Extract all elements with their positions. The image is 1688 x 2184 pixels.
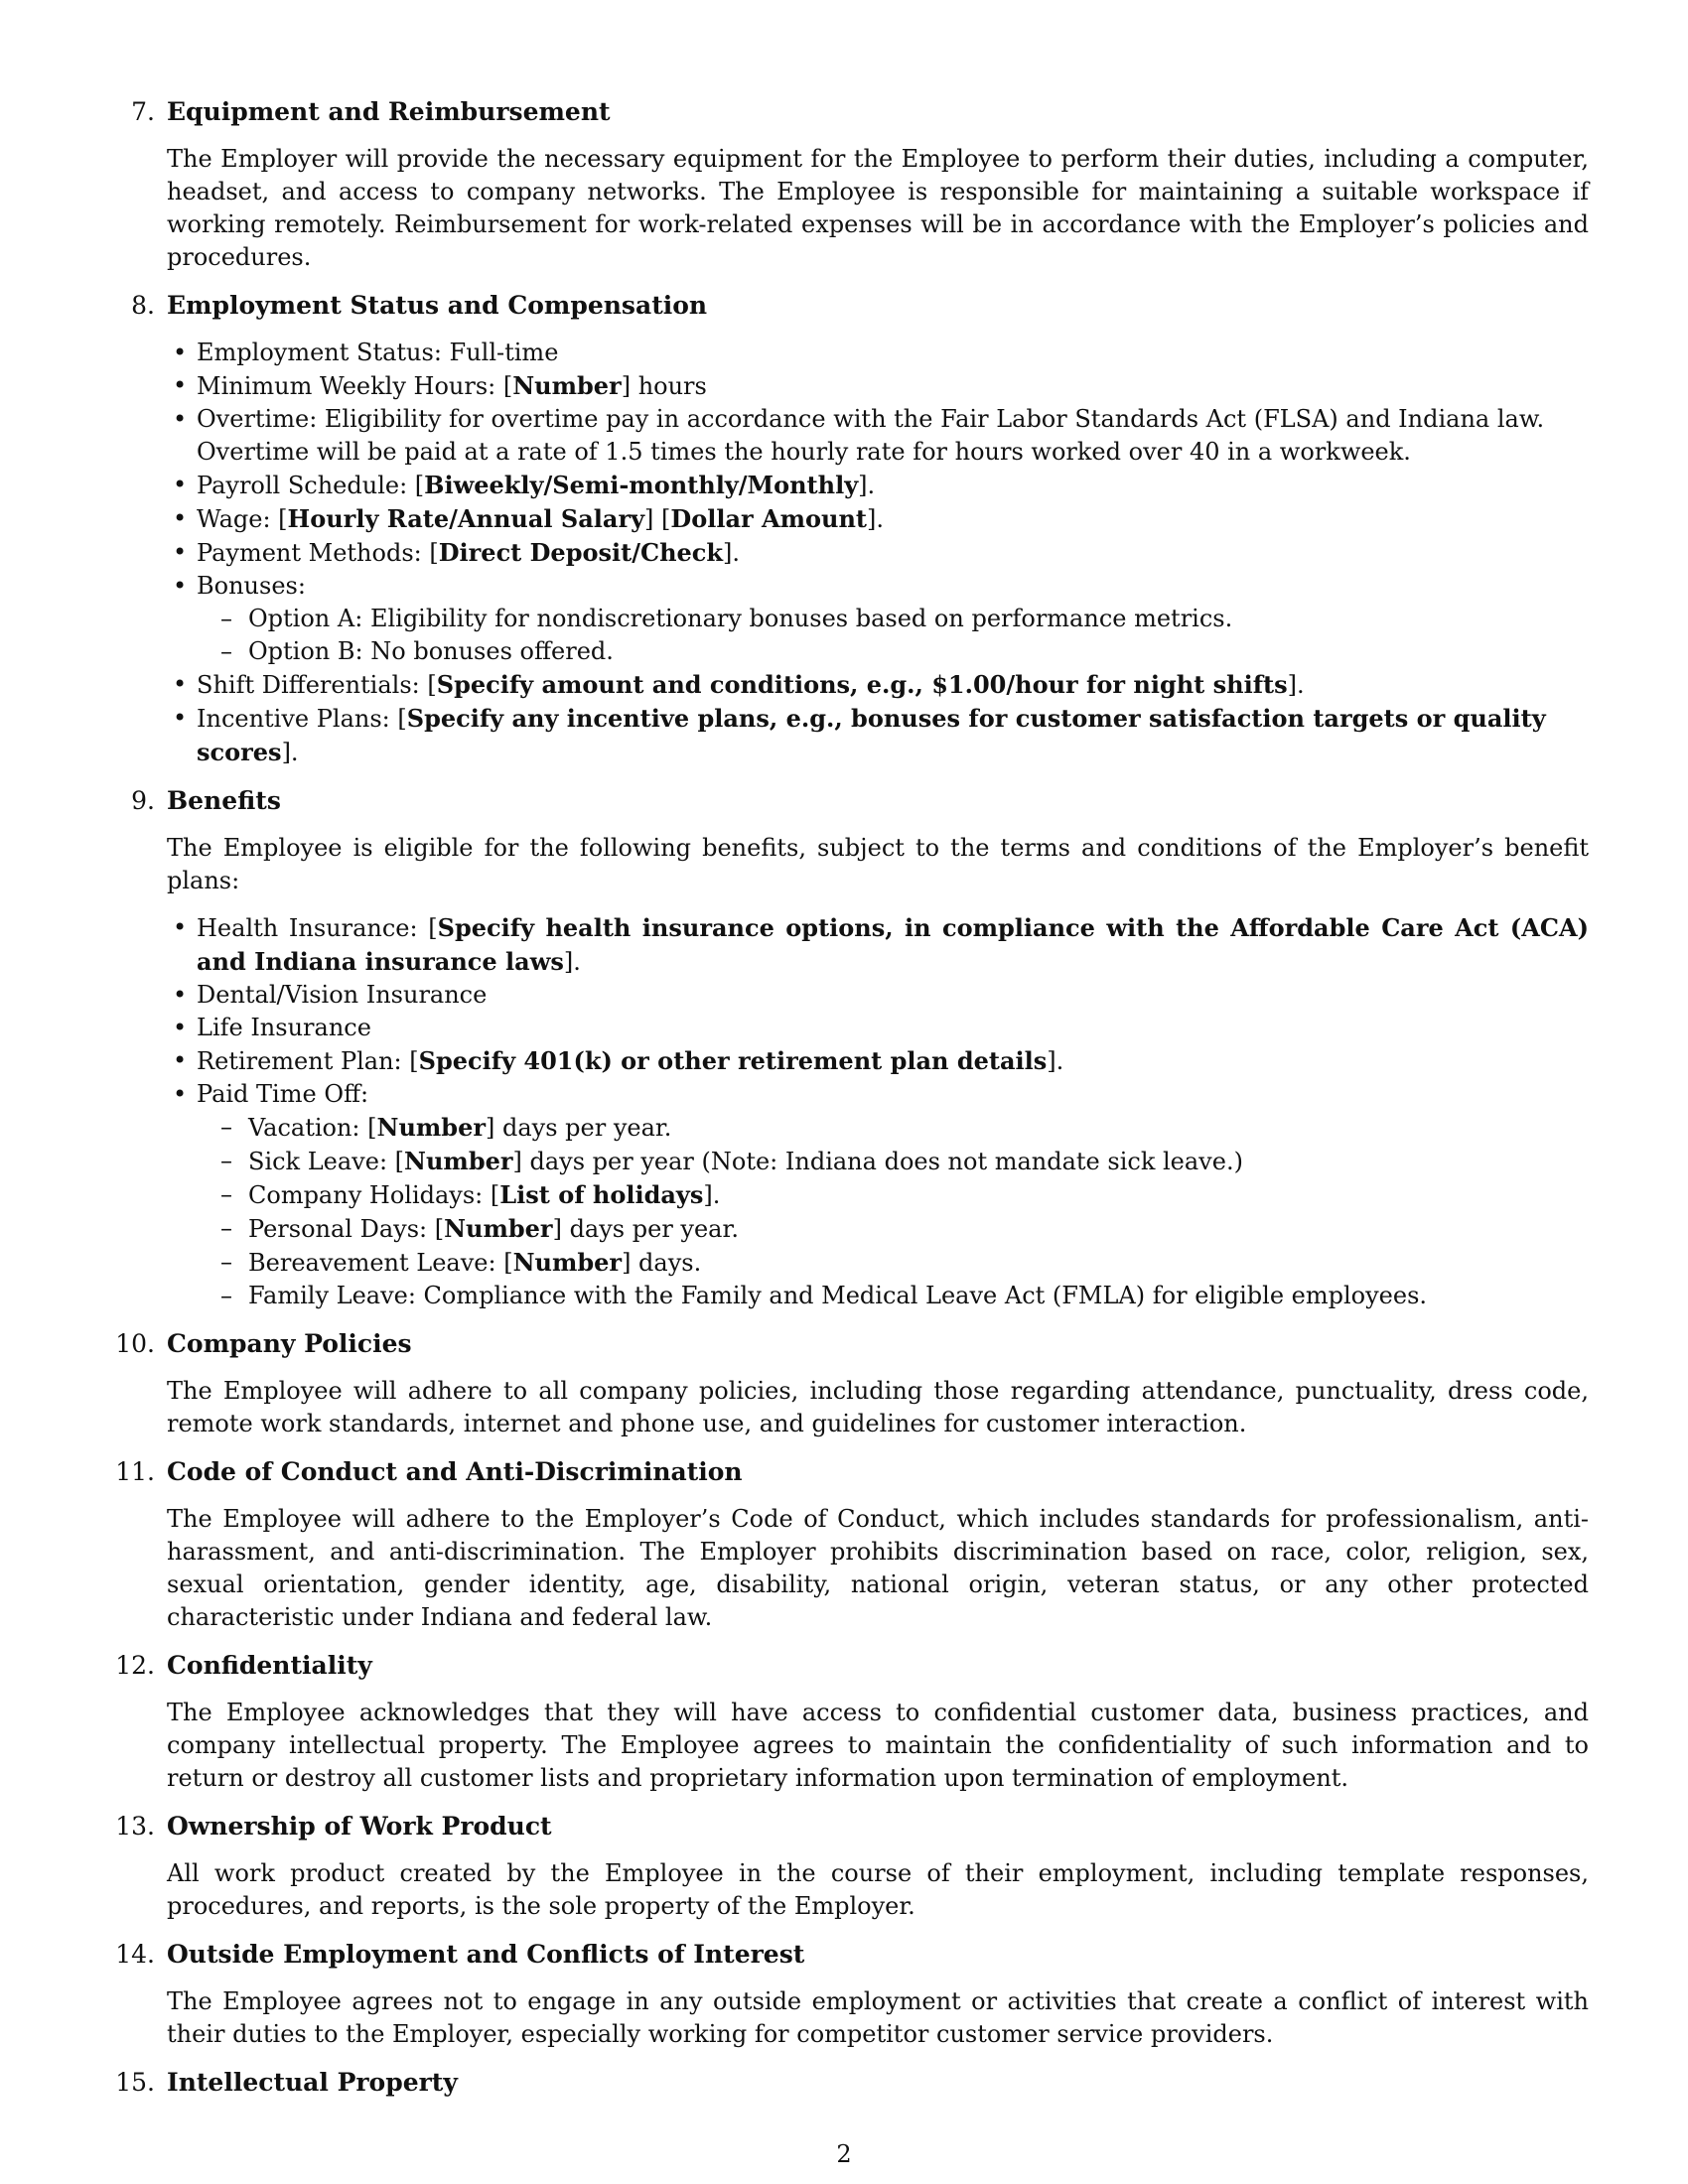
section-heading: Confidentiality (167, 1651, 372, 1680)
section-8 (127, 289, 1589, 769)
list-item: • Dental/Vision Insurance (167, 979, 1589, 1012)
section-body: The Employee will adhere to all company policies, including those regarding attendance, punctuality, dress code, remote work standards, internet and phone use, and guidelines for customer interaction. (167, 1377, 1589, 1437)
section-heading: Intellectual Property (167, 2068, 458, 2097)
section-12 (115, 1649, 1589, 1795)
section-number: 14. (115, 1940, 155, 1969)
section-body: The Employee acknowledges that they will have access to confidential customer data, business practices, and company intellectual property. The Employee agrees to maintain the confidentiality of such information and to return or destroy all customer lists and proprietary information upon termination of employment. (167, 1699, 1589, 1792)
section-number: 11. (115, 1457, 155, 1486)
sub-list-item: – Sick Leave: [Number] days per year (Note: Indiana does not mandate sick leave.) (218, 1145, 1589, 1178)
sub-list-item: – Personal Days: [Number] days per year. (218, 1212, 1589, 1246)
list-item: • Wage: [Hourly Rate/Annual Salary] [Dollar Amount]. (167, 502, 1589, 536)
section-number: 15. (115, 2068, 155, 2097)
section-body: The Employee agrees not to engage in any outside employment or activities that create a conflict of interest with their duties to the Employer, especially working for competitor customer service providers. (167, 1987, 1589, 2048)
section-body: The Employer will provide the necessary equipment for the Employee to perform their duties, including a computer, headset, and access to company networks. The Employee is responsible for maintaining a suitable workspace if working remotely. Reimbursement for work-related expenses will be in accordance with the Employer’s policies and procedures. (167, 145, 1589, 271)
section-10 (115, 1327, 1589, 1440)
list-item: • Payroll Schedule: [Biweekly/Semi-monthly/Monthly]. (167, 469, 1589, 502)
section-heading: Employment Status and Compensation (167, 291, 708, 320)
section-body: All work product created by the Employee in the course of their employment, including template responses, procedures, and reports, is the sole property of the Employer. (167, 1859, 1589, 1920)
list-item: • Payment Methods: [Direct Deposit/Check]. (167, 536, 1589, 570)
section-number: 13. (115, 1812, 155, 1841)
compensation-list (167, 337, 1589, 769)
section-11 (115, 1455, 1589, 1634)
section-body: The Employee is eligible for the following benefits, subject to the terms and conditions of the Employer’s benefit plans: (167, 834, 1589, 894)
document-page (115, 95, 1589, 2115)
bonus-options (197, 603, 1589, 668)
section-number: 9. (131, 786, 155, 815)
sub-list-item: – Option A: Eligibility for nondiscretionary bonuses based on performance metrics. (218, 603, 1589, 635)
section-number: 12. (115, 1651, 155, 1680)
sub-list-item: – Company Holidays: [List of holidays]. (218, 1178, 1589, 1212)
page-number: 2 (836, 2140, 852, 2168)
pto-list (197, 1111, 1589, 1312)
list-item: • Health Insurance: [Specify health insurance options, in compliance with the Affordable Care Act (ACA) and Indiana insurance laws]. (167, 911, 1589, 979)
section-heading: Equipment and Reimbursement (167, 97, 611, 126)
section-heading: Outside Employment and Conflicts of Interest (167, 1940, 805, 1969)
list-item: • Shift Differentials: [Specify amount and conditions, e.g., $1.00/hour for night shifts]. (167, 668, 1589, 702)
list-item: • Life Insurance (167, 1012, 1589, 1044)
benefits-list (167, 911, 1589, 1312)
section-body: The Employee will adhere to the Employer’s Code of Conduct, which includes standards for professionalism, anti-harassment, and anti-discrimination. The Employer prohibits discrimination based on race, color, religion, sex, sexual orientation, gender identity, age, disability, national origin, veteran status, or any other protected characteristic under Indiana and federal law. (167, 1505, 1589, 1631)
section-7 (127, 95, 1589, 274)
section-heading: Benefits (167, 786, 281, 815)
list-item: • Employment Status: Full-time (167, 337, 1589, 369)
section-number: 7. (131, 97, 155, 126)
section-heading: Company Policies (167, 1329, 412, 1358)
list-item: • Overtime: Eligibility for overtime pay in accordance with the Fair Labor Standards Act (FLSA) and Indiana law. Overtime will be paid at a rate of 1.5 times the hourly rate for hours worked over 40 in a workweek. (167, 403, 1589, 469)
sub-list-item: – Vacation: [Number] days per year. (218, 1111, 1589, 1145)
list-item: • Bonuses: – Option A: Eligibility for nondiscretionary bonuses based on performance metrics. – Option B: No bonuses offered. (167, 570, 1589, 668)
list-item: • Minimum Weekly Hours: [Number] hours (167, 369, 1589, 403)
list-item: • Paid Time Off: – Vacation: [Number] days per year. – Sick Leave: [Number] days per year (Note: Indiana does not mandate sick leave.) – Company Holidays: [List of holidays]. – Personal Days: [Number] days per year. – Bereavement Leave: [Number] days. – Family Leave: Compliance with the Family and Medical Leave Act (FMLA) for eligible employees. (167, 1078, 1589, 1312)
list-item: • Retirement Plan: [Specify 401(k) or other retirement plan details]. (167, 1044, 1589, 1078)
list-item: • Incentive Plans: [Specify any incentive plans, e.g., bonuses for customer satisfaction targets or quality scores]. (167, 702, 1589, 769)
section-number: 10. (115, 1329, 155, 1358)
sub-list-item: – Bereavement Leave: [Number] days. (218, 1246, 1589, 1280)
section-15 (115, 2066, 1589, 2100)
section-number: 8. (131, 291, 155, 320)
section-13 (115, 1810, 1589, 1923)
section-9 (127, 784, 1589, 1312)
section-14 (115, 1938, 1589, 2051)
section-heading: Ownership of Work Product (167, 1812, 552, 1841)
sub-list-item: – Family Leave: Compliance with the Family and Medical Leave Act (FMLA) for eligible employees. (218, 1280, 1589, 1312)
sub-list-item: – Option B: No bonuses offered. (218, 635, 1589, 668)
section-heading: Code of Conduct and Anti-Discrimination (167, 1457, 743, 1486)
